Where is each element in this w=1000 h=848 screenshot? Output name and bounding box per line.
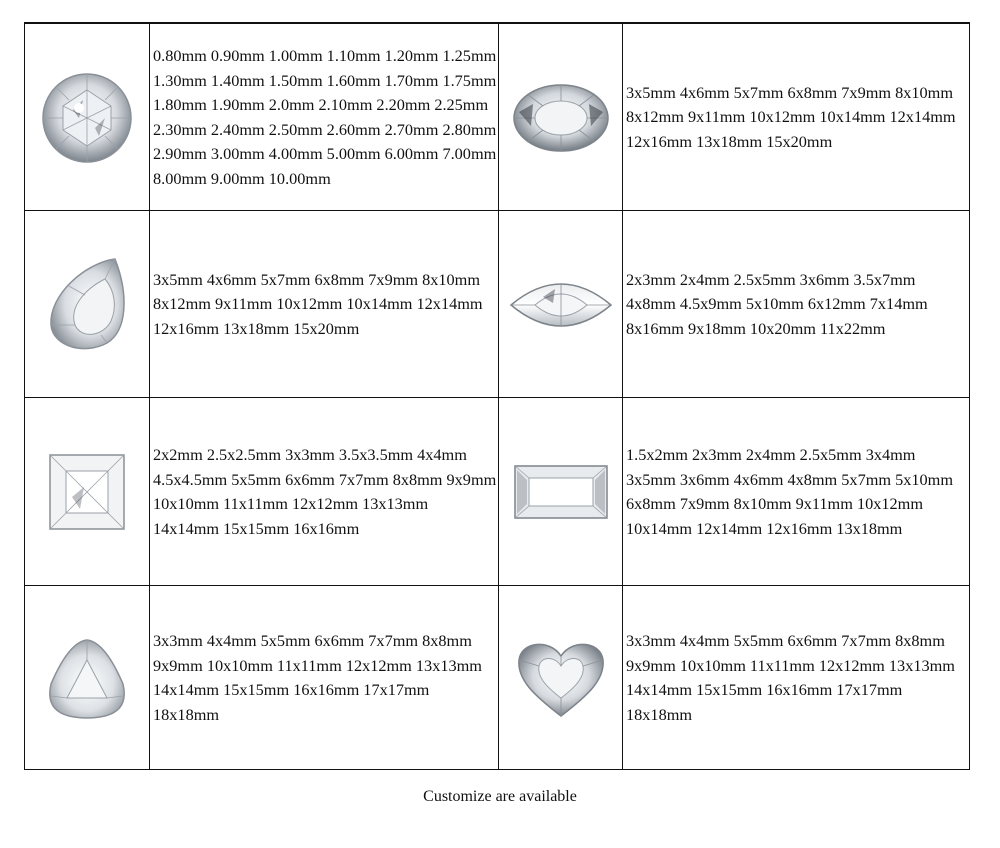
round-cut-gem-image (25, 24, 149, 211)
size-list-cell (623, 398, 969, 586)
size-list: 2x2mm 2.5x2.5mm 3x3mm 3.5x3.5mm 4x4mm 4.5x4.5mm 5x5mm 6x6mm 7x7mm 8x8mm 9x9mm 10x10mm 11x11mm 12x12mm 13x13mm 14x14mm 15x15mm 16x16mm (153, 445, 497, 538)
pear-cut-gem-image (25, 211, 149, 398)
round-gem-icon (39, 70, 135, 166)
size-list: 3x5mm 4x6mm 5x7mm 6x8mm 7x9mm 8x10mm 8x12mm 9x11mm 10x12mm 10x14mm 12x14mm 12x16mm 13x18mm 15x20mm (626, 82, 956, 151)
size-list-cell (150, 398, 498, 586)
table-row (25, 397, 969, 586)
size-list-cell (623, 586, 969, 770)
oval-gem-icon (511, 82, 611, 154)
size-list: 3x5mm 4x6mm 5x7mm 6x8mm 7x9mm 8x10mm 8x12mm 9x11mm 10x12mm 10x14mm 12x14mm 12x16mm 13x18mm 15x20mm (153, 269, 483, 338)
square-cut-gem-image (25, 398, 149, 586)
size-list: 2x3mm 2x4mm 2.5x5mm 3x6mm 3.5x7mm 4x8mm 4.5x9mm 5x10mm 6x12mm 7x14mm 8x16mm 9x18mm 10x20mm 11x22mm (626, 269, 928, 338)
baguette-gem-icon (513, 464, 609, 520)
marquise-gem-icon (509, 277, 613, 333)
size-list: 1.5x2mm 2x3mm 2x4mm 2.5x5mm 3x4mm 3x5mm 3x6mm 4x6mm 4x8mm 5x7mm 5x10mm 6x8mm 7x9mm 8x10mm 9x11mm 10x12mm 10x14mm 12x14mm 12x16mm 13x18mm (626, 445, 953, 538)
size-list: 3x3mm 4x4mm 5x5mm 6x6mm 7x7mm 8x8mm 9x9mm 10x10mm 11x11mm 12x12mm 13x13mm 14x14mm 15x15mm 16x16mm 17x17mm 18x18mm (153, 631, 482, 724)
oval-cut-gem-image (499, 24, 622, 211)
baguette-cut-gem-image (499, 398, 622, 586)
size-list-cell (150, 211, 498, 398)
trillion-gem-icon (45, 636, 129, 720)
square-gem-icon (48, 453, 126, 531)
size-list-cell (623, 24, 969, 211)
marquise-cut-gem-image (499, 211, 622, 398)
customize-caption: Customize are available (423, 788, 577, 805)
heart-gem-icon (515, 636, 607, 720)
size-list: 3x3mm 4x4mm 5x5mm 6x6mm 7x7mm 8x8mm 9x9mm 10x10mm 11x11mm 12x12mm 13x13mm 14x14mm 15x15mm 16x16mm 17x17mm 18x18mm (626, 631, 955, 724)
heart-cut-gem-image (499, 586, 622, 770)
trillion-cut-gem-image (25, 586, 149, 770)
pear-gem-icon (45, 255, 129, 355)
size-list-cell (623, 211, 969, 398)
size-list-cell (150, 586, 498, 770)
table-row (25, 23, 969, 211)
gem-size-table (24, 22, 970, 770)
table-row (25, 585, 969, 770)
table-row (25, 210, 969, 398)
size-list: 0.80mm 0.90mm 1.00mm 1.10mm 1.20mm 1.25mm 1.30mm 1.40mm 1.50mm 1.60mm 1.70mm 1.75mm 1.80mm 1.90mm 2.0mm 2.10mm 2.20mm 2.25mm 2.30mm 2.40mm 2.50mm 2.60mm 2.70mm 2.80mm 2.90mm 3.00mm 4.00mm 5.00mm 6.00mm 7.00mm 8.00mm 9.00mm 10.00mm (153, 46, 497, 188)
size-list-cell (150, 24, 498, 211)
